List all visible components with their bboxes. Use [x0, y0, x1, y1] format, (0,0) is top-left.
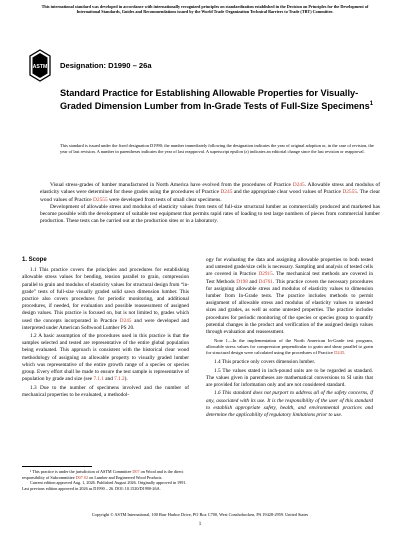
intro-paragraph: Development of allowable stress and modulus of elasticity values from tests of full-size structural lumber as commercially produced and marketed has become possible with the development of suitable test equipment that permits rapid rates of loading to test large numbers of pieces from commercial lumber production. These tests can be carried out at the production sites or in a laboratory. [40, 203, 380, 225]
paragraph-1-6: 1.6 This standard does not purport to address all of the safety concerns, if any, associated with its use. It is the responsibility of the user of this standard to establish appropriate safety, health, and environmental practices and determine the applicability of regulatory limitations prior to use. [206, 390, 373, 419]
note-1: Note 1—In the implementation of the North American In-Grade test program, allowable stress values for compression perpendicular to grain and shear parallel to grain for structural design were calculated using the procedures of Practice D245. [206, 338, 373, 356]
paragraph-1-1: 1.1 This practice covers the principles and procedures for establishing allowable stress values for bending, tension parallel to grain, compression parallel to grain and modulus of elasticity values for structural design from “in-grade” tests of full-size visually graded solid sawn dimension lumber. This practice also covers procedures for periodic monitoring, and additional procedures, if needed, for evaluation and possible reassessment of assigned design values. This practice is focused on, but is not limited to, grades which used the concepts incorporated in Practice D245 and were developed and interpreted under American Softwood Lumber PS 20. [22, 267, 189, 331]
wto-notice: This international standard was developed in accordance with internationally recognized principles on standardization established in the Decision on Principles for the Development of International Standards, Guides and Recommendations issued by the World Trade Organization Technical Barriers to Trade (TBT) Committee. [41, 4, 369, 15]
paragraph-1-4: 1.4 This practice only covers dimension lumber. [214, 359, 316, 366]
paragraph-1-3: 1.3 Due to the number of specimens involved and the number of mechanical properties to be evaluated, a methodol- [22, 384, 189, 398]
link-d245[interactable]: D245 [119, 317, 132, 324]
link-d4761[interactable]: D4761 [258, 278, 273, 285]
link-d07-02[interactable]: D07.02 [75, 474, 89, 480]
link-d2555[interactable]: D2555 [93, 196, 108, 203]
paragraph-1-5: 1.5 The values stated in inch-pound units are to be regarded as standard. The values given in parentheses are mathematical conversions to SI units that are provided for information only and are not considered standard. [206, 367, 373, 389]
footnote-1: ¹ This practice is under the jurisdiction of ASTM Committee D07 on Wood and is the direct responsibility of Subcommittee D07.02 on Lumber and Engineered Wood Products. [22, 469, 184, 480]
svg-text:ASTM: ASTM [32, 64, 48, 70]
link-d07[interactable]: D07 [132, 469, 140, 474]
designation: Designation: D1990 – 26a [60, 61, 152, 70]
introduction [40, 182, 380, 226]
section-heading-scope: 1. Scope [22, 257, 47, 263]
link-d198[interactable]: D198 [236, 278, 248, 285]
footnotes [22, 469, 189, 491]
link-d2915[interactable]: D2915 [258, 271, 273, 278]
page-number: 1 [198, 522, 202, 527]
left-column [22, 257, 189, 400]
link-7-1-2[interactable]: 7.1.2 [114, 376, 125, 383]
astm-logo [29, 49, 51, 82]
link-d245[interactable]: D245 [292, 182, 305, 188]
footnote-edition: Current edition approved Aug. 1, 2026. Published August 2026. Originally approved in 1991. Last previous edition approved in 2026 as D1990 – 26. DOI: 10.1520/D1990-26A. [22, 480, 187, 491]
link-d245[interactable]: D245 [220, 189, 233, 196]
paragraph-1-2: 1.2 A basic assumption of the procedures used in this practice is that the samples selected and tested are representative of the entire global population being evaluated. This approach is consistent with the historical clear wood methodology of assigning an allowable property to visually graded lumber which was representative of the entire growth range of a species or species group. Every effort shall be made to ensure the test sample is representative of population by grade and size (see 7.1.1 and 7.1.2). [22, 333, 189, 383]
link-d245[interactable]: D245 [334, 350, 345, 356]
title-footnote-mark: 1 [369, 101, 374, 107]
copyright-line: Copyright © ASTM International, 100 Barr Harbor Drive, PO Box C700, West Conshohocken, PA 19428-2959. United States [91, 512, 309, 517]
page-title: Standard Practice for Establishing Allowable Properties for Visually-Graded Dimension Lumber from In-Grade Tests of Full-Size Specimens$^1$ [60, 88, 374, 112]
link-d2555[interactable]: D2555 [342, 189, 358, 196]
paragraph-1-3-continued: ogy for evaluating the data and assigning allowable properties to both tested and untested grade/size cells is necessary. Sampling and analysis of tested cells are covered in Practice D2915. The mechanical test methods are covered in Test Methods D198 and D4761. This practice covers the necessary procedures for assigning allowable stress and modulus of elasticity values to dimension lumber from In-Grade tests. The practice includes methods to permit assignment of allowable stress and modulus of elasticity values to untested sizes and grades, as well as some untested properties. The practice includes procedures for periodic monitoring of the species or species group to quantify potential changes in the product and verification of the assigned design values through evaluation and reassessment. [206, 257, 373, 335]
issue-statement: This standard is issued under the fixed designation D1990; the number immediately following the designation indicates the year of original adoption or, in the case of revision, the year of last revision. A number in parentheses indicates the year of last reapproval. A superscript epsilon (ε) indicates an editorial change since the last revision or reapproval. [60, 143, 374, 154]
right-column [206, 257, 373, 420]
intro-paragraph: Visual stress-grades of lumber manufactured in North America have evolved from the procedures of Practice D245. Allowable stress and modulus of elasticity values were determined for these grades using the procedures of Practice D245 and the appropriate clear wood values of Practice D2555. The clear wood values of Practice D2555 were developed from tests of small clear specimens. [40, 182, 380, 203]
link-7-1-1[interactable]: 7.1.1 [93, 376, 104, 383]
footnote-divider [22, 466, 92, 467]
